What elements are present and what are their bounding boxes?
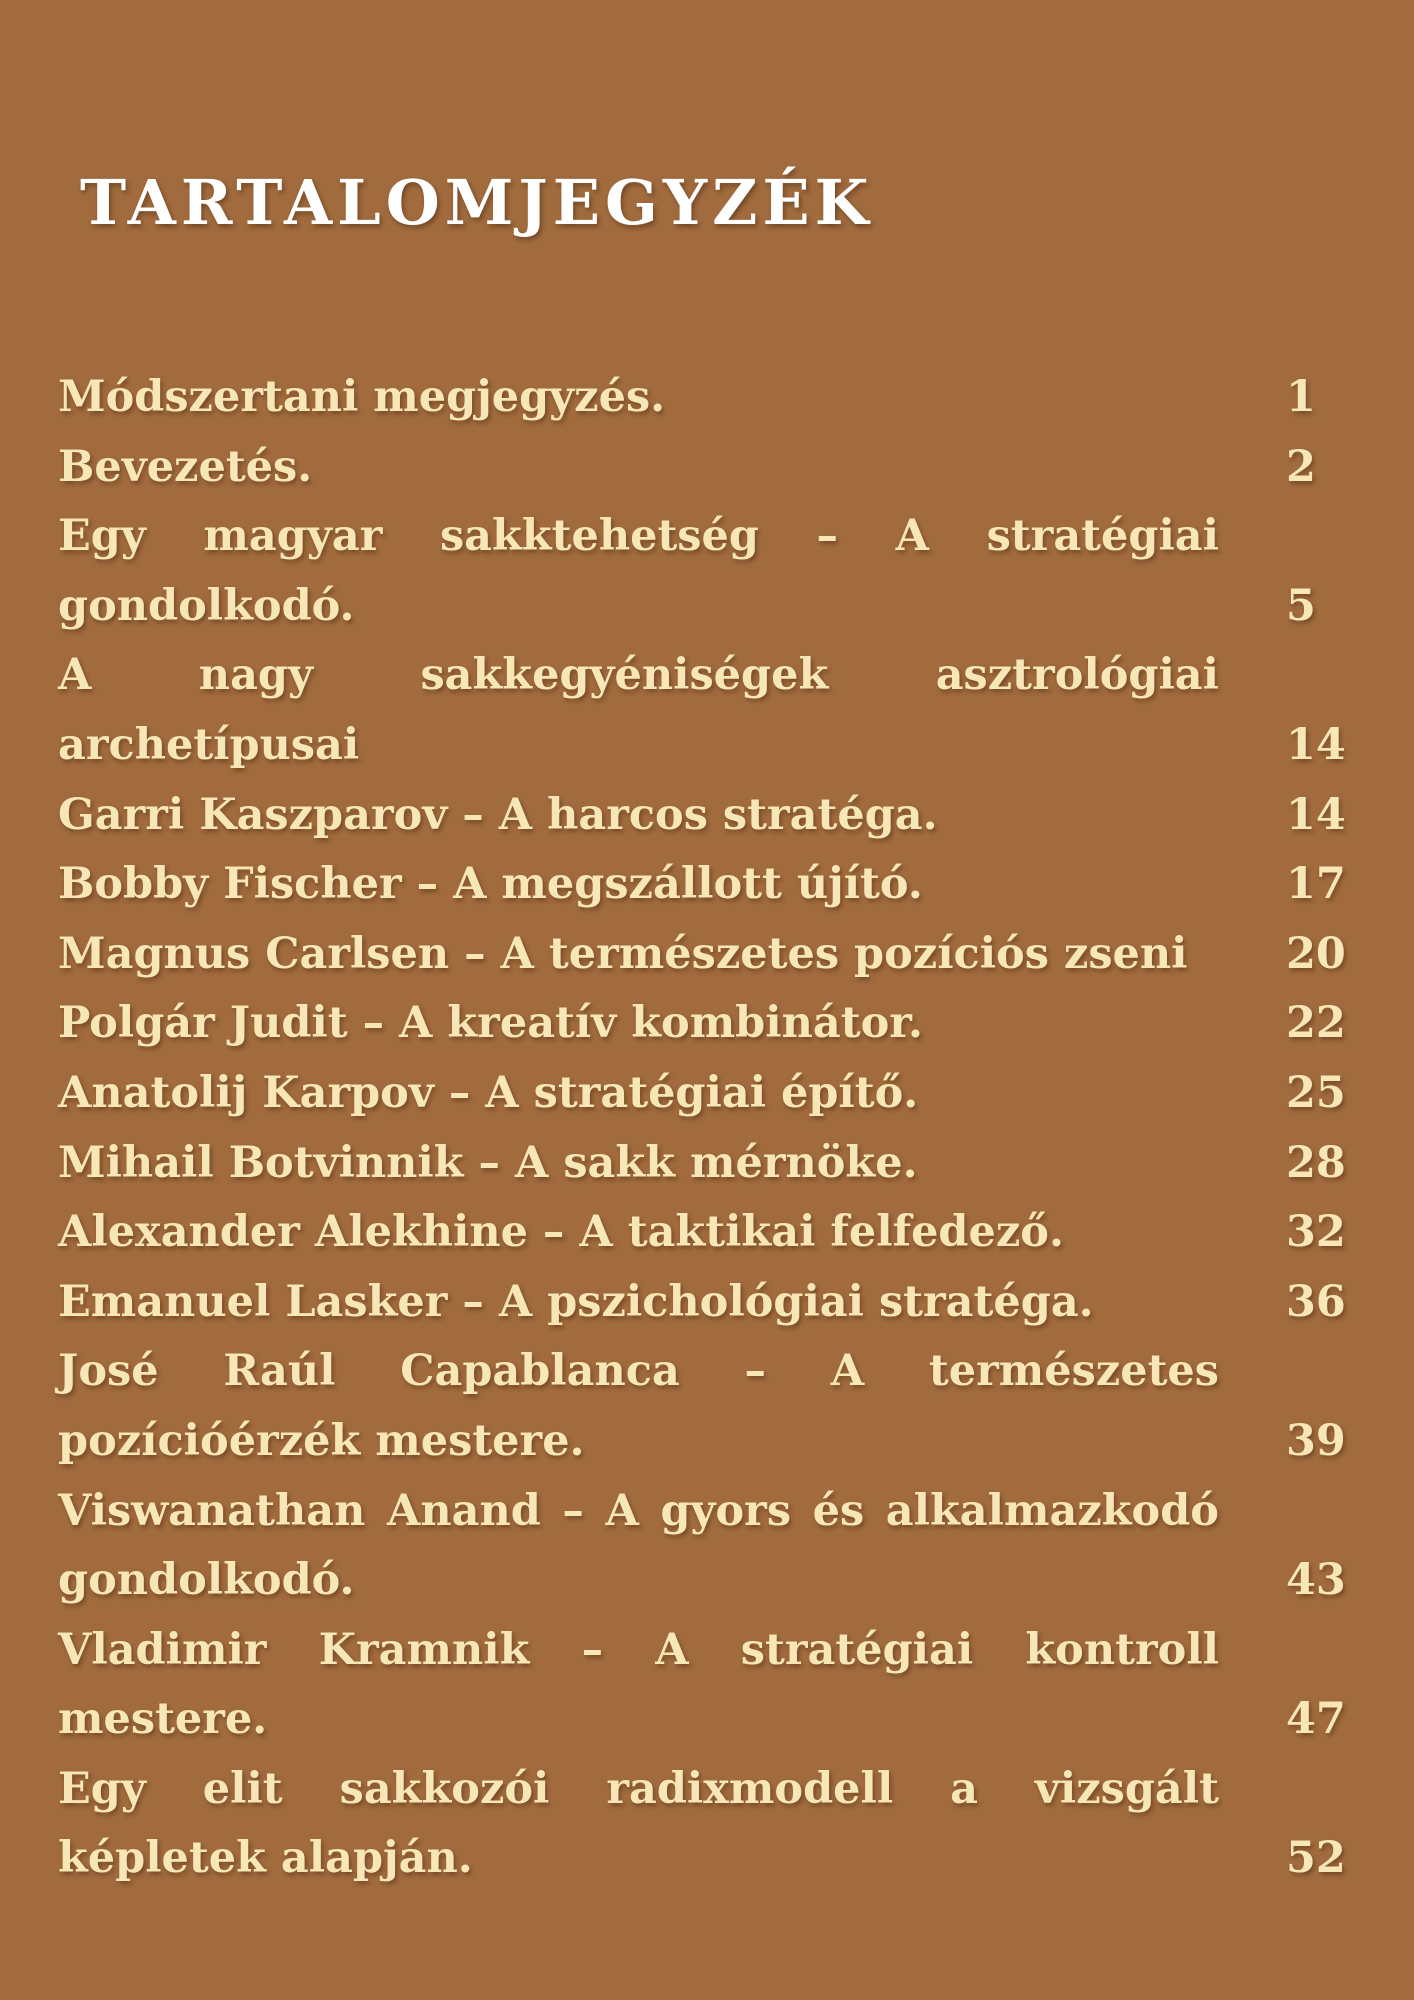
toc-entry-page-number: 1 (1286, 372, 1316, 422)
toc-entry-page-number: 36 (1286, 1276, 1346, 1327)
toc-entry-title: Egy magyar sakktehetség – A stratégiai gondolkodó. (58, 511, 1219, 631)
toc-entry-page-number: 20 (1286, 928, 1346, 979)
toc-entry-title: Bevezetés. (58, 441, 313, 492)
toc-entry-title: Garri Kaszparov – A harcos stratéga. (58, 789, 938, 840)
toc-entry-page-number: 14 (1286, 789, 1346, 840)
toc-entry-page-number: 17 (1286, 859, 1346, 910)
toc-entry-page-number: 5 (1286, 580, 1316, 631)
toc-entry-title: Módszertani megjegyzés. (58, 372, 666, 422)
toc-entry-page-number: 52 (1286, 1833, 1346, 1884)
toc-entry-title: Magnus Carlsen – A természetes pozíciós zseni (58, 928, 1188, 979)
table-of-contents (58, 363, 1358, 1894)
toc-entry[interactable] (58, 1616, 1358, 1755)
toc-entry[interactable] (58, 1477, 1358, 1616)
toc-entry[interactable] (58, 920, 1358, 990)
toc-entry-page-number: 14 (1286, 719, 1346, 770)
toc-entry[interactable] (58, 781, 1358, 851)
toc-entry[interactable] (58, 1198, 1358, 1268)
toc-entry-title: Emanuel Lasker – A pszichológiai stratéga. (58, 1276, 1094, 1327)
toc-entry-page-number: 25 (1286, 1067, 1346, 1118)
toc-entry[interactable] (58, 989, 1358, 1059)
toc-entry[interactable] (58, 502, 1358, 641)
page-title: TARTALOMJEGYZÉK (80, 166, 874, 239)
toc-entry-title: Egy elit sakkozói radixmodell a vizsgált képletek alapján. (58, 1763, 1219, 1884)
toc-entry-page-number: 2 (1286, 441, 1316, 492)
toc-entry-page-number: 32 (1286, 1207, 1346, 1258)
toc-entry[interactable] (58, 850, 1358, 920)
toc-entry-title: Bobby Fischer – A megszállott újító. (58, 859, 923, 910)
toc-entry[interactable] (58, 363, 1358, 433)
toc-entry-page-number: 28 (1286, 1137, 1346, 1188)
toc-entry[interactable] (58, 1268, 1358, 1338)
toc-entry-title: Vladimir Kramnik – A stratégiai kontroll mestere. (58, 1624, 1219, 1745)
toc-entry[interactable] (58, 1755, 1358, 1894)
toc-entry-title: Mihail Botvinnik – A sakk mérnöke. (58, 1137, 918, 1188)
toc-entry[interactable] (58, 641, 1358, 780)
toc-entry[interactable] (58, 1337, 1358, 1476)
toc-entry-title: Anatolij Karpov – A stratégiai építő. (58, 1067, 919, 1118)
toc-entry-title: Alexander Alekhine – A taktikai felfedező. (58, 1207, 1064, 1258)
toc-entry-title: A nagy sakkegyéniségek asztrológiai archetípusai (58, 650, 1219, 770)
toc-entry-page-number: 43 (1286, 1555, 1346, 1606)
toc-entry-title: Polgár Judit – A kreatív kombinátor. (58, 998, 923, 1049)
toc-entry-title: José Raúl Capablanca – A természetes pozícióérzék mestere. (58, 1346, 1219, 1466)
toc-entry-page-number: 22 (1286, 998, 1346, 1049)
toc-entry-title: Viswanathan Anand – A gyors és alkalmazkodó gondolkodó. (58, 1485, 1219, 1606)
toc-entry-page-number: 47 (1286, 1694, 1346, 1745)
toc-entry[interactable] (58, 1129, 1358, 1199)
toc-entry-page-number: 39 (1286, 1415, 1346, 1466)
toc-entry[interactable] (58, 1059, 1358, 1129)
toc-entry[interactable] (58, 433, 1358, 503)
